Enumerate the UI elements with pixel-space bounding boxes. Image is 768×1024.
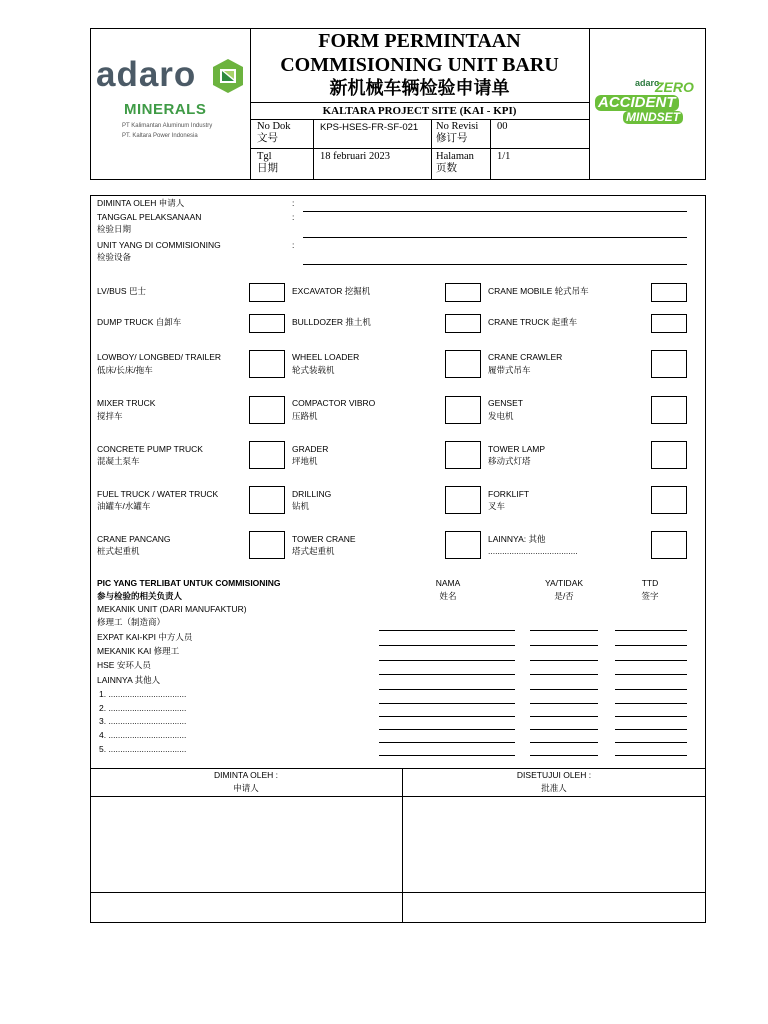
nama-line-5[interactable] [379,689,515,690]
title-line-2: COMMISIONING UNIT BARU [280,54,559,76]
pic-row-mekanik-unit-cn: 修理工（制造商） [97,617,166,627]
unit-tower-lamp: TOWER LAMP [488,444,545,454]
pic-title-cn: 参与检验的相关负责人 [97,591,183,601]
nama-line-6[interactable] [379,703,515,704]
unit-drilling-cn: 钻机 [292,501,310,511]
ttd-line-10[interactable] [615,755,687,756]
no-revisi-cn: 修订号 [436,133,468,144]
unit-crane-pancang-cn: 桩式起重机 [97,546,140,556]
ya-line-8[interactable] [530,729,598,730]
ttd-line-1[interactable] [615,630,687,631]
col-ya-tidak-cn: 是/否 [554,591,574,601]
pic-row-mekanik-kai: MEKANIK KAI 修理工 [97,646,180,656]
pic-numbered-1[interactable]: 1. ................................. [99,689,187,699]
unit-crane-truck: CRANE TRUCK 起重车 [488,317,578,327]
col-nama-cn: 姓名 [439,591,457,601]
ya-line-1[interactable] [530,630,598,631]
site-name: KALTARA PROJECT SITE (KAI - KPI) [322,105,517,117]
sign-right-name-area[interactable] [403,893,705,922]
ya-line-4[interactable] [530,674,598,675]
unit-mixer-truck-cn: 搅拌车 [97,411,123,421]
nama-line-4[interactable] [379,674,515,675]
tanggal-cn: 检验日期 [97,224,132,234]
tgl-label: Tgl [257,151,272,162]
pic-row-expat: EXPAT KAI-KPI 中方人员 [97,632,193,642]
diminta-oleh-line[interactable] [303,211,687,212]
ttd-line-4[interactable] [615,674,687,675]
unit-lainnya-dots[interactable]: ...................................... [488,546,578,556]
nama-line-2[interactable] [379,645,515,646]
ya-line-2[interactable] [530,645,598,646]
ttd-line-3[interactable] [615,660,687,661]
pic-title: PIC YANG TERLIBAT UNTUK COMMISIONING [97,578,281,588]
col-nama: NAMA [435,578,461,588]
pic-row-mekanik-unit: MEKANIK UNIT (DARI MANUFAKTUR) [97,604,247,614]
checkbox-grader[interactable] [445,441,481,469]
form-title [250,29,589,101]
tanggal-line[interactable] [303,237,687,238]
unit-label: UNIT YANG DI COMMISIONING [97,240,221,250]
unit-tower-crane-cn: 塔式起重机 [292,546,335,556]
ttd-line-6[interactable] [615,703,687,704]
unit-cn: 检验设备 [97,252,132,262]
checkbox-excavator[interactable] [445,283,481,302]
ttd-line-7[interactable] [615,716,687,717]
checkbox-lv-bus[interactable] [249,283,285,302]
sign-left-name-area[interactable] [91,893,401,922]
title-cn: 新机械车辆检验申请单 [329,78,510,98]
checkbox-fuel-truck[interactable] [249,486,285,514]
ya-line-3[interactable] [530,660,598,661]
colon-2: : [292,212,295,222]
pic-row-hse: HSE 安环人员 [97,660,151,670]
unit-forklift-cn: 叉车 [488,501,506,511]
unit-line[interactable] [303,264,687,265]
no-revisi-label: No Revisi [436,121,479,132]
col-ya-tidak: YA/TIDAK [544,578,584,588]
sign-right-cn: 批准人 [541,783,567,793]
unit-mixer-truck: MIXER TRUCK [97,398,156,408]
halaman-cn: 页数 [436,163,457,174]
checkbox-lainnya[interactable] [651,531,687,559]
pic-numbered-3[interactable]: 3. ................................. [99,716,187,726]
unit-wheel-loader: WHEEL LOADER [292,352,360,362]
halaman-value: 1/1 [497,151,511,162]
checkbox-tower-crane[interactable] [445,531,481,559]
unit-grader-cn: 坪地机 [292,456,318,466]
unit-lowboy-cn: 低床/长床/拖车 [97,365,153,375]
no-revisi-value: 00 [497,121,508,132]
pic-numbered-4[interactable]: 4. ................................. [99,730,187,740]
unit-lowboy: LOWBOY/ LONGBED/ TRAILER [97,352,222,362]
ttd-line-2[interactable] [615,645,687,646]
title-line-1: FORM PERMINTAAN [318,30,521,52]
checkbox-bulldozer[interactable] [445,314,481,333]
unit-genset: GENSET [488,398,523,408]
nama-line-1[interactable] [379,630,515,631]
colon-1: : [292,198,295,208]
zero-accident-logo [595,78,699,130]
halaman-label: Halaman [436,151,474,162]
unit-concrete-pump-cn: 混凝土泵车 [97,456,140,466]
logo-company-2: PT. Kaltara Power Indonesia [122,133,198,139]
unit-drilling: DRILLING [292,489,332,499]
ttd-line-9[interactable] [615,742,687,743]
unit-fuel-truck-cn: 油罐车/水罐车 [97,501,151,511]
unit-crane-mobile: CRANE MOBILE 轮式吊车 [488,286,589,296]
ya-line-5[interactable] [530,689,598,690]
unit-compactor-cn: 压路机 [292,411,318,421]
logo-brand: adaro [96,55,197,94]
checkbox-mixer-truck[interactable] [249,396,285,424]
ya-line-10[interactable] [530,755,598,756]
checkbox-crane-truck[interactable] [651,314,687,333]
unit-crane-pancang: CRANE PANCANG [97,534,171,544]
ttd-line-5[interactable] [615,689,687,690]
unit-tower-lamp-cn: 移动式灯塔 [488,456,531,466]
nama-line-10[interactable] [379,755,515,756]
checkbox-crane-crawler[interactable] [651,350,687,378]
checkbox-wheel-loader[interactable] [445,350,481,378]
checkbox-dump-truck[interactable] [249,314,285,333]
no-dok-value: KPS-HSES-FR-SF-021 [320,122,419,133]
checkbox-compactor[interactable] [445,396,481,424]
checkbox-genset[interactable] [651,396,687,424]
checkbox-forklift[interactable] [651,486,687,514]
nama-line-9[interactable] [379,742,515,743]
checkbox-concrete-pump[interactable] [249,441,285,469]
checkbox-tower-lamp[interactable] [651,441,687,469]
checkbox-drilling[interactable] [445,486,481,514]
unit-crane-crawler-cn: 履带式吊车 [488,365,531,375]
pic-numbered-5[interactable]: 5. ................................. [99,744,187,754]
adaro-leaf-icon [212,58,244,94]
ya-line-7[interactable] [530,716,598,717]
zero-logo-line1: ZERO [655,79,694,95]
logo-division: MINERALS [124,101,207,118]
diminta-oleh-label: DIMINTA OLEH 申请人 [97,198,185,208]
unit-dump-truck: DUMP TRUCK 自卸车 [97,317,182,327]
unit-forklift: FORKLIFT [488,489,530,499]
unit-fuel-truck: FUEL TRUCK / WATER TRUCK [97,489,219,499]
sign-left-area[interactable] [91,797,401,891]
zero-logo-brand: adaro [635,78,660,88]
unit-grader: GRADER [292,444,329,454]
colon-3: : [292,240,295,250]
checkbox-lowboy[interactable] [249,350,285,378]
sign-right-area[interactable] [403,797,705,891]
pic-numbered-2[interactable]: 2. ................................. [99,703,187,713]
tanggal-label: TANGGAL PELAKSANAAN [97,212,202,222]
checkbox-crane-pancang[interactable] [249,531,285,559]
nama-line-3[interactable] [379,660,515,661]
pic-row-lainnya: LAINNYA 其他人 [97,675,161,685]
zero-logo-line3: MINDSET [623,111,683,124]
col-ttd-cn: 签字 [641,591,659,601]
col-ttd: TTD [641,578,659,588]
tgl-value: 18 februari 2023 [320,151,390,162]
sign-right-label: DISETUJUI OLEH : [516,770,592,780]
unit-compactor: COMPACTOR VIBRO [292,398,376,408]
unit-lv-bus: LV/BUS 巴士 [97,286,146,296]
ya-line-9[interactable] [530,742,598,743]
checkbox-crane-mobile[interactable] [651,283,687,302]
ttd-line-8[interactable] [615,729,687,730]
unit-excavator: EXCAVATOR 挖掘机 [292,286,371,296]
tgl-cn: 日期 [257,163,278,174]
nama-line-7[interactable] [379,716,515,717]
sign-left-label: DIMINTA OLEH : [213,770,279,780]
nama-line-8[interactable] [379,729,515,730]
unit-tower-crane: TOWER CRANE [292,534,356,544]
unit-concrete-pump: CONCRETE PUMP TRUCK [97,444,203,454]
adaro-minerals-logo [96,56,246,146]
unit-lainnya: LAINNYA: 其他 [488,534,546,544]
logo-company-1: PT Kalimantan Aluminum Industry [122,123,213,129]
ya-line-6[interactable] [530,703,598,704]
no-dok-cn: 文号 [257,133,278,144]
zero-logo-line2: ACCIDENT [595,95,679,111]
unit-crane-crawler: CRANE CRAWLER [488,352,563,362]
unit-wheel-loader-cn: 轮式装载机 [292,365,335,375]
unit-genset-cn: 发电机 [488,411,514,421]
unit-bulldozer: BULLDOZER 推土机 [292,317,371,327]
sign-left-cn: 申请人 [233,783,259,793]
no-dok-label: No Dok [257,121,291,132]
